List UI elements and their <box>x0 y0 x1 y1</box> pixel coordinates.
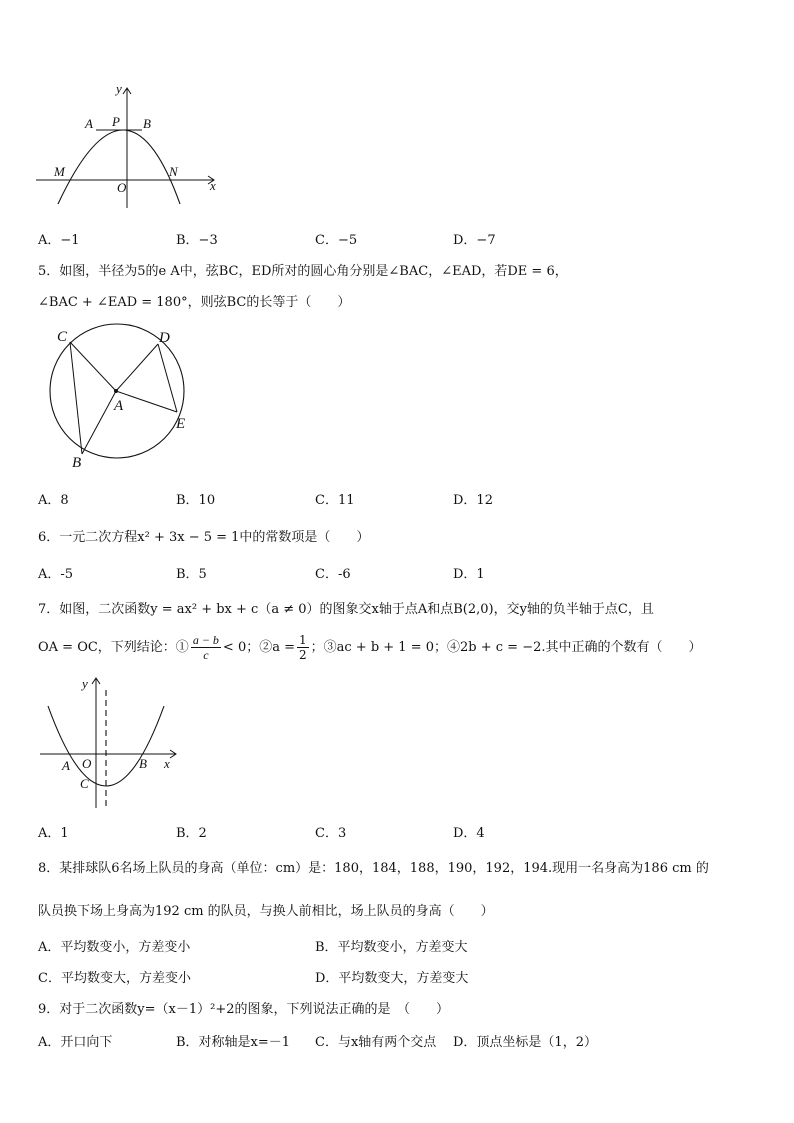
q5-label-d: D <box>159 330 170 346</box>
q7-line2-end: ；③ac + b + 1 = 0；④2b + c = −2.其中正确的个数有（ ） <box>310 640 702 655</box>
q8-option-a[interactable]: A．平均数变小，方差变小 <box>38 940 191 955</box>
q4-label-n: N <box>169 164 178 179</box>
q8-question-line1: 8．某排球队6名场上队员的身高（单位：cm）是：180，184，188，190，192，194.现用一名身高为186 cm 的 <box>38 861 709 876</box>
q7-question-line1: 7．如图，二次函数y = ax² + bx + c（a ≠ 0）的图象交x轴于点A和点B(2,0)，交y轴的负半轴于点C，且 <box>38 602 654 617</box>
q7-label-y: y <box>82 676 88 691</box>
q7-line2-middle: < 0；②a = <box>222 640 295 655</box>
q7-fraction-1-denominator: c <box>203 648 209 662</box>
q4-label-m: M <box>54 164 65 179</box>
q7-option-a[interactable]: A．1 <box>38 826 69 841</box>
q4-option-a[interactable]: A．−1 <box>38 233 80 248</box>
q5-label-b: B <box>72 455 82 471</box>
q4-option-c[interactable]: C．−5 <box>315 233 358 248</box>
q8-option-c[interactable]: C．平均数变大，方差变小 <box>38 971 191 986</box>
q5-circle-figure <box>40 322 200 472</box>
q7-fraction-2-numerator: 1 <box>299 633 307 647</box>
q6-option-c[interactable]: C．-6 <box>315 567 351 582</box>
q7-option-d[interactable]: D．4 <box>453 826 485 841</box>
q9-option-a[interactable]: A．开口向下 <box>38 1035 113 1050</box>
q5-question-line2: ∠BAC + ∠EAD = 180°，则弦BC的长等于（ ） <box>38 295 351 310</box>
q4-parabola-figure <box>30 80 230 215</box>
q4-label-o: O <box>117 180 127 195</box>
q7-fraction-2-denominator: 2 <box>299 648 307 662</box>
q4-option-d[interactable]: D．−7 <box>453 233 496 248</box>
q8-option-b[interactable]: B．平均数变小，方差变大 <box>315 940 468 955</box>
q6-option-d[interactable]: D．1 <box>453 567 485 582</box>
q4-label-p: P <box>112 114 120 129</box>
q5-label-a: A <box>114 398 124 414</box>
q8-question-line2: 队员换下场上身高为192 cm 的队员，与换人前相比，场上队员的身高（ ） <box>38 904 494 919</box>
q9-question: 9．对于二次函数y=（x－1）²+2的图象，下列说法正确的是 （ ） <box>38 1002 449 1017</box>
q7-label-x: x <box>164 756 170 771</box>
q5-label-e: E <box>176 416 186 432</box>
q4-label-y: y <box>116 81 122 96</box>
q7-label-a: A <box>62 758 70 773</box>
q5-option-c[interactable]: C．11 <box>315 493 355 508</box>
q7-question-line2 <box>38 633 702 663</box>
q7-option-b[interactable]: B．2 <box>176 826 207 841</box>
q7-label-o: O <box>82 756 92 771</box>
q7-line2-start: OA = OC，下列结论：① <box>38 640 189 655</box>
q4-label-b: B <box>143 116 151 131</box>
q7-parabola-figure <box>36 672 186 812</box>
q6-option-a[interactable]: A．-5 <box>38 567 74 582</box>
q8-option-d[interactable]: D．平均数变大，方差变大 <box>315 971 469 986</box>
q7-label-c: C <box>80 776 89 791</box>
q5-option-b[interactable]: B．10 <box>176 493 216 508</box>
q5-option-d[interactable]: D．12 <box>453 493 493 508</box>
q4-label-a: A <box>85 116 93 131</box>
q9-option-b[interactable]: B．对称轴是x=－1 <box>176 1035 291 1050</box>
q5-question-line1: 5．如图，半径为5的e A中，弦BC，ED所对的圆心角分别是∠BAC，∠EAD，若DE = 6， <box>38 264 568 279</box>
q7-label-b: B <box>139 756 147 771</box>
q7-fraction-1-numerator: a − b <box>192 633 219 647</box>
q5-option-a[interactable]: A．8 <box>38 493 69 508</box>
q6-option-b[interactable]: B．5 <box>176 567 207 582</box>
q7-option-c[interactable]: C．3 <box>315 826 347 841</box>
q9-option-c[interactable]: C．与x轴有两个交点 <box>315 1035 437 1050</box>
q6-question: 6．一元二次方程x² + 3x − 5 = 1中的常数项是（ ） <box>38 530 370 545</box>
q4-label-x: x <box>210 178 216 193</box>
q4-option-b[interactable]: B．−3 <box>176 233 218 248</box>
q5-label-c: C <box>57 329 68 345</box>
q7-fraction-1 <box>191 633 221 662</box>
q9-option-d[interactable]: D．顶点坐标是（1，2） <box>453 1035 597 1050</box>
q7-fraction-2 <box>297 633 309 662</box>
